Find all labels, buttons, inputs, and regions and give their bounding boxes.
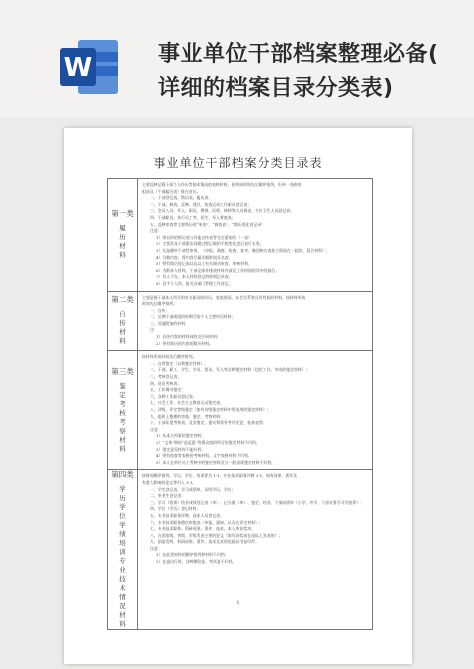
content-line: 4）带有检查等表格的考核材料，文字表格材料不归档； [156, 453, 252, 459]
content-line: 三、其他附加的材料； [150, 320, 189, 326]
content-line: 八、在国家级、省级、市级发表主要的论文（如有获奖或在国际上发表的）； [150, 532, 283, 538]
category-row [108, 291, 373, 351]
content-line: 二、干部、制表、反映、建议、检查运动工作职员登记表； [150, 201, 252, 207]
page-number: 1 [236, 600, 240, 606]
content-line: 四、干部职员，执行员工考、招生、军人普查表； [150, 214, 236, 220]
content-line: 2）主要涉及干部派出问题过程记载的手续变化登记表行五类； [156, 241, 264, 247]
category-subtitle: 学历学位学绩培训专业技术情况材料 [119, 485, 126, 629]
category-subtitle: 履历材料 [119, 224, 126, 260]
category-name: 第三类 [111, 366, 134, 376]
content-line: 注： [150, 327, 158, 333]
content-line: 7）有人不在，本人材料登记的时间记录表； [156, 274, 233, 280]
category-table [107, 178, 373, 630]
content-line: 六、各种工作职员登记表； [150, 393, 197, 399]
category-label-cell [108, 291, 138, 351]
content-line: 注意： [150, 426, 162, 432]
banner-title-line2: 详细的档案目录分类表) [158, 76, 394, 101]
category-content-cell [138, 351, 373, 470]
banner-title-line1: 事业单位干部档案整理必备( [158, 42, 439, 67]
category-subtitle: 自传材料 [119, 310, 126, 346]
content-line: 有重大影响的论文等归入 3-1。 [142, 479, 197, 485]
content-line: 1）在此类材料的顺序排列和材料不归档； [156, 552, 229, 558]
category-name: 第一类 [111, 209, 134, 219]
content-line: 三、会员入员、军人、职员、教师、医师、律师等人员调表、方位卫生人员登记表； [150, 208, 294, 214]
content-line: 3）鉴定意见材料不能归档； [156, 446, 206, 452]
content-line: 五、工作调动鉴定； [150, 387, 186, 393]
category-row [108, 351, 373, 470]
content-line: 一、自传； [150, 307, 170, 313]
content-line: 二、干部、职工、学生、学员、团员、军人等各种鉴定材料（包括工作、劳动的鉴定材料）； [150, 367, 310, 373]
content-line: 一、干部登记表、简历表、履历表； [150, 195, 213, 201]
content-line: 四、党员考核表； [150, 380, 182, 386]
svg-text:W: W [63, 53, 93, 83]
category-label-cell [108, 351, 138, 470]
content-line: 一、自我鉴定（自我鉴定材料）； [150, 360, 209, 366]
content-line: 注意： [150, 228, 162, 234]
content-line: 二、毕业生登记表； [150, 493, 186, 499]
content-line: 8）双手个人和，报关办部门管理工作登记。 [156, 280, 233, 286]
content-line: 按时间顺序排列。学历、学位、培训等为 1-1、专业技术职务评聘 2-1，如有成果，著作及 [142, 473, 298, 479]
content-line: 四、学位（学历）登记材料； [150, 506, 201, 512]
content-line: 3）凡是模审干部性审查、（申报、调查、检查、复审、撤回核实表按立即放在一起的、混合材料）； [156, 247, 330, 253]
content-line: 2）在退出行时，各种测验卷、考试卷不归档。 [156, 559, 237, 565]
content-line: 1）自传内容的材料同的交应同材料； [156, 334, 221, 340]
content-line: 八、评级、评定等级鉴定（如有各级鉴定材料中所选用的鉴定材料）； [150, 407, 271, 412]
content-line: 组成及（干部履历表）排在首位。 [142, 188, 201, 194]
content-line: 六、专业技术职务聘任审批表（申报、通知、以及在评定材料）； [150, 519, 263, 525]
category-name: 第四类 [111, 470, 134, 480]
category-name: 第二类 [111, 295, 134, 305]
content-line: 主要是指干部本人所写的有关职员的经历、家庭情况、社会关系等自传性质的材料，按材料形成 [142, 294, 306, 300]
content-line: 4）分散内容，将内容尽量详细时间具名表； [156, 254, 233, 260]
category-row [108, 179, 373, 292]
content-line: 二、后期干部或组织时期写的个人主要经历材料； [150, 314, 236, 320]
content-line: 5）带有简历登记表以及以上有关调动审查、审核材料； [156, 261, 252, 267]
content-line: 七、专业技术职称、科研成果、著作、技术、本人所获奖项； [150, 526, 256, 532]
content-line: 5）本人在单位员工考核中的鉴定材料及与一般表现鉴定材料不归档。 [156, 459, 276, 465]
content-line: 七、社会工作、社会主义教育运动鉴定表； [150, 400, 224, 406]
content-line: 2）“文革”期间“造反派”等群众组织所写的鉴定材料不归档； [156, 439, 260, 445]
content-line: 五、专业技术职务评聘、技术人员登记表； [150, 512, 224, 518]
content-line: 1）带自传的简历表与其他自传表等完全重复的（一表） [156, 234, 252, 240]
content-line: 时间先后顺序排列。 [142, 301, 178, 307]
content-line: 十、干部年度考核表、及其鉴定、建议和领导考评定论、检查表等； [150, 420, 267, 426]
content-line: 九、组织上整理的审查、鉴定、考察材料； [150, 413, 224, 419]
content-line: 1）从本人档案的鉴定材料； [156, 433, 206, 439]
category-content-cell [138, 291, 373, 351]
category-label-cell [108, 179, 138, 292]
content-line: 五、反映审查等主要简历的“单表”、“调查表”、“简历变化表记录” [150, 221, 264, 227]
content-line: 2）带有简历的内容的简历材料。 [156, 340, 213, 346]
document-title: 事业单位干部档案分类目录表 [153, 156, 323, 170]
content-line: 主要反映记载干部个人经历等基本情况的表格材料。按形成时间先后顺序排列，但单一表格的 [142, 182, 302, 187]
content-line: 一、学生登记表，学习成绩单、证明学历、学位； [150, 486, 236, 492]
category-subtitle: 鉴定考核考察材料 [119, 381, 126, 453]
content-line: 三、考核登记表； [150, 374, 182, 380]
banner-title [158, 38, 458, 106]
content-line: 注意： [150, 545, 162, 551]
content-line: 按材料形成时间先后顺序排列。 [142, 354, 197, 360]
word-document-icon [58, 36, 120, 98]
header-banner [0, 0, 474, 118]
content-line: 三、学习（培训）结业成绩登记表（单）、记分册（单）、鉴定、结业、干部成绩单（小学、中学、干部业务学习学校等）； [150, 499, 364, 505]
content-line: 6）为附本人材料，干部全部并排放材料内部及工作时间的其中的最后； [156, 267, 280, 273]
content-line: 九、创造发明、科研成果、著作、技术及业绩奖励证书复印件； [150, 539, 259, 545]
category-content-cell [138, 179, 373, 292]
document-page [64, 128, 412, 664]
